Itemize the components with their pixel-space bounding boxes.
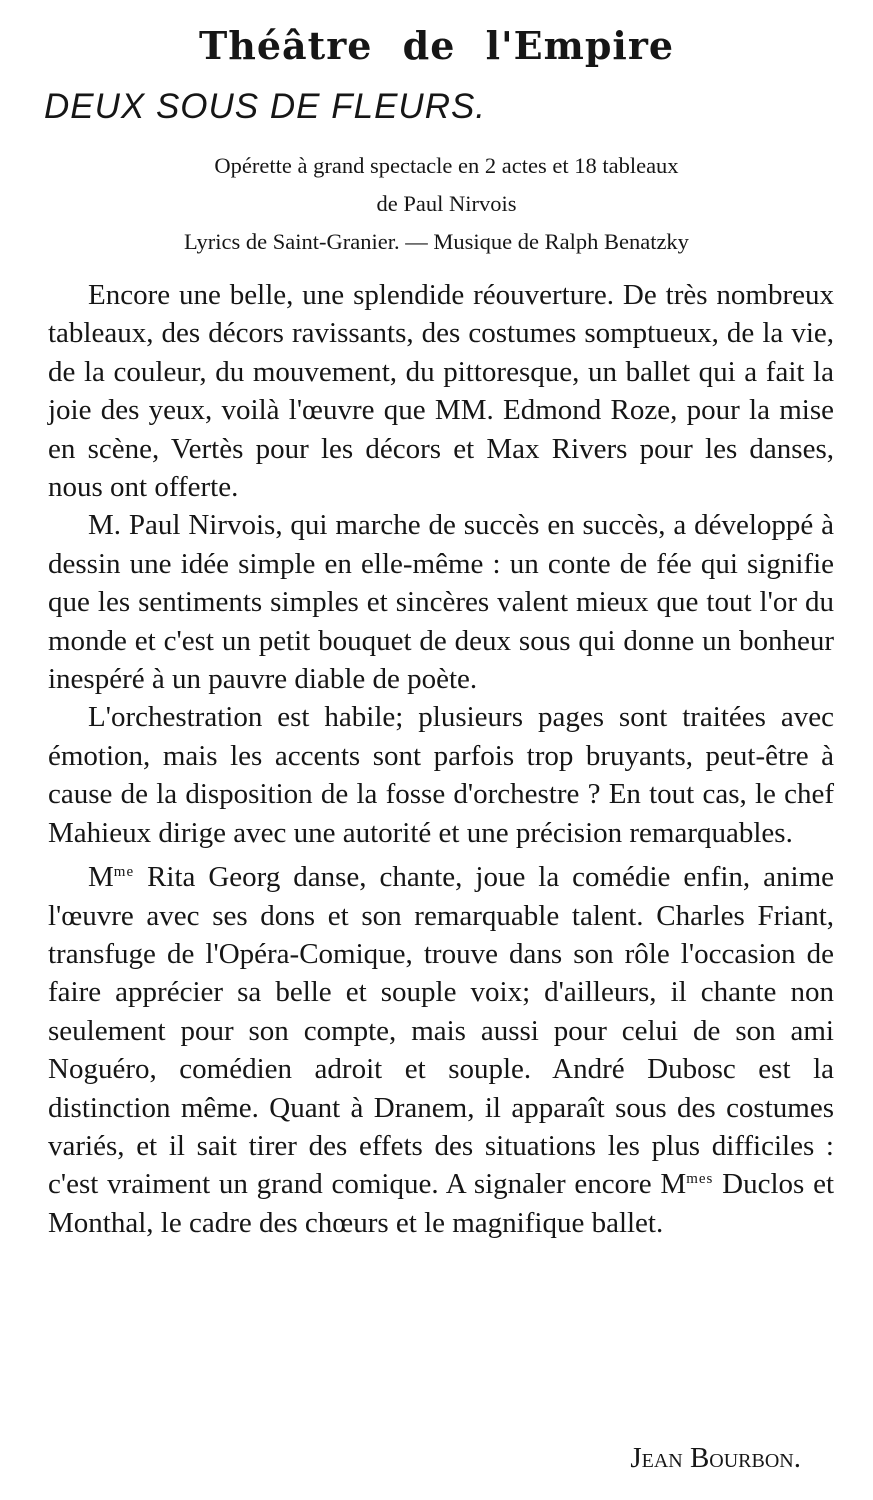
review-paragraph-1: Encore une belle, une splendide réouverture. De très nombreux tableaux, des décors ravissants, des costumes somptueux, de la vie, de la couleur, du mouvement, du pittoresque, un ballet qui a fait la joie des yeux, voilà l'œuvre que MM. Edmond Roze, pour la mise en scène, Vertès pour les décors et Max Rivers pour les danses, nous ont offerte. (48, 279, 834, 504)
author-signature: Jean Bourbon. (630, 1442, 801, 1474)
venue-heading: Théâtre de l'Empire (198, 23, 675, 68)
review-paragraph-2: M. Paul Nirvois, qui marche de succès en succès, a développé à dessin une idée simple en elle-même : un conte de fée qui signifie que les sentiments simples et sincères valent mieux que tout l'or du monde et c'est un petit bouquet de deux sous qui donne un bonheur inespéré à un pauvre diable de poète. (48, 509, 834, 696)
credit-lyrics-music: Lyrics de Saint-Granier. — Musique de Ralph Benatzky (184, 229, 689, 254)
honorific-m: M (88, 861, 114, 894)
review-body (48, 276, 834, 1242)
honorific-superscript-plural: mes (686, 1171, 714, 1188)
review-paragraph-4 (48, 858, 834, 1242)
credit-genre: Opérette à grand spectacle en 2 actes et 18 tableaux (214, 153, 679, 178)
paragraph-4-ending: Duclos et Monthal, le cadre des chœurs et le magnifique ballet. (48, 1168, 834, 1239)
play-title: DEUX SOUS DE FLEURS. (44, 87, 487, 126)
review-paragraph-3: L'orchestration est habile; plusieurs pages sont traitées avec émotion, mais les accents sont parfois trop bruyants, peut-être à cause de la disposition de la fosse d'orchestre ? En tout cas, le chef Mahieux dirige avec une autorité et une précision remarquables. (48, 701, 834, 849)
credit-author: de Paul Nirvois (376, 191, 517, 216)
paragraph-4-text: Rita Georg danse, chante, joue la comédie enfin, anime l'œuvre avec ses dons et son remarquable talent. Charles Friant, transfuge de l'Opéra-Comique, trouve dans son rôle l'occasion de faire apprécier sa belle et souple voix; d'ailleurs, il chante non seulement pour son compte, mais aussi pour celui de son ami Noguéro, comédien adroit et souple. André Dubosc est la distinction même. Quant à Dranem, il apparaît sous des costumes variés, et il sait tirer des effets des situations les plus difficiles : c'est vraiment un grand comique. A signaler encore M (48, 861, 834, 1201)
honorific-superscript: me (113, 864, 135, 881)
